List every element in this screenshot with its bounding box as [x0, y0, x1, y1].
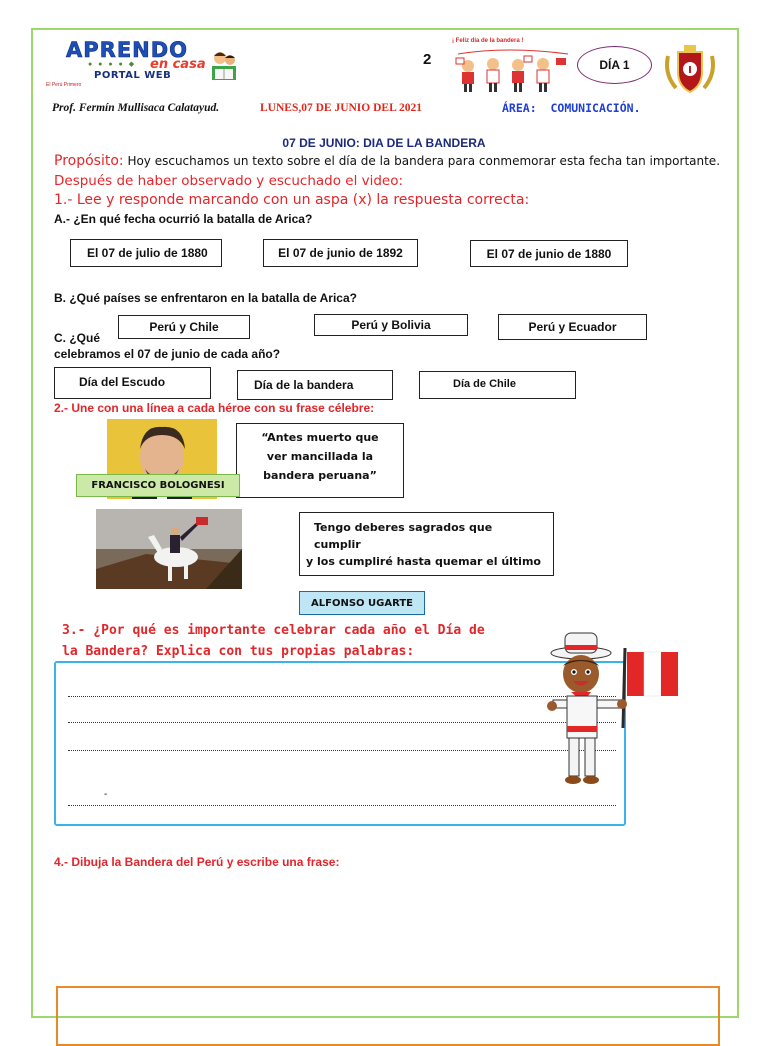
stray-mark: -: [104, 789, 108, 800]
option-c-1[interactable]: Día del Escudo: [54, 367, 211, 399]
area-value: COMUNICACIÓN.: [550, 101, 641, 115]
quote-2-line-3: y los cumpliré hasta quemar el último: [306, 555, 541, 568]
school-crest-icon: [662, 42, 718, 98]
hero-ugarte-label[interactable]: ALFONSO UGARTE: [299, 591, 425, 615]
option-c-2[interactable]: Día de la bandera: [237, 370, 393, 400]
answer-line-1: [68, 696, 616, 697]
quote-1-line-2: ver mancillada la: [266, 450, 374, 463]
banner-number: 2: [423, 51, 432, 68]
quote-1-line-3: bandera peruana”: [263, 469, 377, 482]
purpose: [54, 153, 720, 169]
instruction-1: 1.- Lee y responde marcando con un aspa (x) la respuesta correcta:: [54, 192, 530, 208]
question-b: B. ¿Qué países se enfrentaron en la batalla de Arica?: [54, 291, 357, 305]
ugarte-painting: [96, 509, 242, 589]
option-a-3[interactable]: El 07 de junio de 1880: [470, 240, 628, 267]
svg-text:I: I: [688, 65, 692, 76]
question-c-part1: C. ¿Qué: [54, 331, 101, 345]
subject-area: [502, 101, 641, 115]
logo-ministry: El Perú Primero: [46, 82, 82, 88]
question-4: 4.- Dibuja la Bandera del Perú y escribe una frase:: [54, 855, 340, 869]
purpose-label: Propósito:: [54, 153, 124, 169]
quote-2: [299, 512, 554, 576]
kids-with-flags-icon: [438, 44, 580, 94]
logo-aprendo: APRENDO: [66, 38, 189, 62]
logo-dots: ● ● ● ● ◆: [88, 61, 137, 68]
answer-line-2: [68, 722, 616, 723]
teacher-name: Prof. Fermín Mullisaca Calatayud.: [52, 102, 220, 114]
answer-line-3: [68, 750, 616, 751]
hero-bolognesi-label[interactable]: FRANCISCO BOLOGNESI: [76, 474, 240, 497]
banner-text: ¡ Feliz día de la bandera !: [452, 38, 524, 44]
after-video-text: Después de haber observado y escuchado el video:: [54, 173, 404, 189]
lesson-date: LUNES,07 DE JUNIO DEL 2021: [260, 102, 422, 114]
page-title: 07 DE JUNIO: DIA DE LA BANDERA: [282, 136, 486, 150]
answer-line-4: [68, 805, 616, 806]
option-a-1[interactable]: El 07 de julio de 1880: [70, 239, 222, 267]
option-b-3[interactable]: Perú y Ecuador: [498, 314, 647, 340]
boy-with-flag-illustration: [543, 628, 693, 788]
quote-2-line-1: Tengo deberes sagrados que: [314, 521, 493, 534]
logo-portal-web: PORTAL WEB: [94, 70, 172, 81]
question-a: A.- ¿En qué fecha ocurrió la batalla de Arica?: [54, 212, 313, 226]
option-c-3[interactable]: Día de Chile: [419, 371, 576, 399]
answer-box[interactable]: [54, 661, 626, 826]
area-label: ÁREA:: [502, 101, 537, 115]
quote-2-line-2: cumplir: [314, 538, 361, 551]
instruction-2: 2.- Une con una línea a cada héroe con su frase célebre:: [54, 401, 375, 415]
logo-en-casa: en casa: [150, 57, 206, 72]
purpose-text: Hoy escuchamos un texto sobre el día de la bandera para conmemorar esta fecha tan importante.: [123, 154, 721, 168]
option-b-1[interactable]: Perú y Chile: [118, 315, 250, 339]
drawing-area[interactable]: [56, 986, 720, 1046]
question-3: 3.- ¿Por qué es importante celebrar cada año el Día de la Bandera? Explica con tus propias palabras:: [62, 623, 485, 659]
option-b-2[interactable]: Perú y Bolivia: [314, 314, 468, 336]
option-a-2[interactable]: El 07 de junio de 1892: [263, 239, 418, 267]
quote-1-line-1: “Antes muerto que: [261, 431, 379, 444]
day-badge: DÍA 1: [577, 46, 652, 84]
kids-reading-icon: [210, 50, 238, 86]
quote-1: [236, 423, 404, 498]
question-c-part2: celebramos el 07 de junio de cada año?: [54, 347, 281, 361]
